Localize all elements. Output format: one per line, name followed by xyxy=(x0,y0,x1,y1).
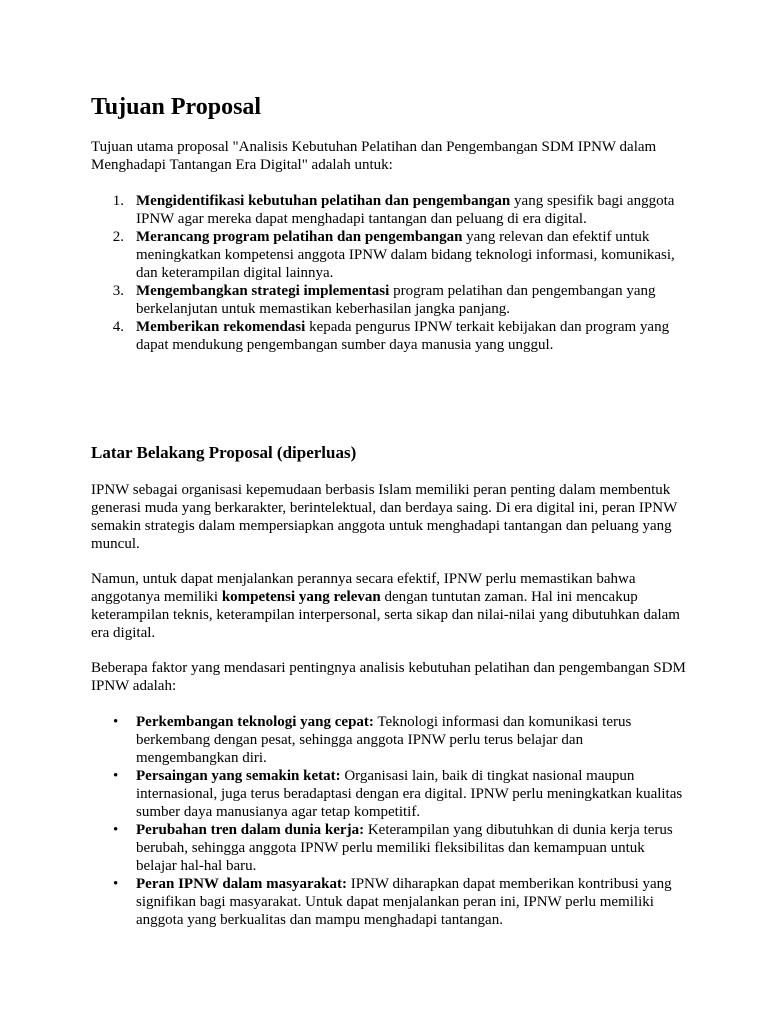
bullet-icon: • xyxy=(113,768,119,784)
paragraph-text: Namun, untuk dapat menjalankan perannya secara efektif, IPNW perlu memastikan bahwa anggotanya memiliki xyxy=(91,571,636,605)
goal-text: yang relevan dan efektif untuk meningkatkan kompetensi anggota IPNW dalam bidang teknologi informasi, komunikasi, dan keterampilan digital lainnya. xyxy=(136,229,675,281)
bullet-icon: • xyxy=(113,876,119,892)
intro-paragraph: Tujuan utama proposal "Analisis Kebutuhan Pelatihan dan Pengembangan SDM IPNW dalam Menghadapi Tantangan Era Digital" adalah untuk: xyxy=(91,139,657,173)
goal-item xyxy=(91,318,687,354)
goal-text: program pelatihan dan pengembangan yang berkelanjutan untuk memastikan keberhasilan jangka panjang. xyxy=(136,283,656,317)
background-paragraph-2 xyxy=(91,570,687,642)
factor-text: Organisasi lain, baik di tingkat nasional maupun internasional, juga terus beradaptasi dengan era digital. IPNW perlu meningkatkan kualitas sumber daya manusianya agar tetap kompetitif. xyxy=(136,768,683,820)
bullet-icon: • xyxy=(113,822,119,838)
goal-bold: Merancang program pelatihan dan pengembangan xyxy=(136,229,463,245)
factor-item xyxy=(91,767,687,821)
factor-bold: Persaingan yang semakin ketat: xyxy=(136,768,341,784)
bullet-icon: • xyxy=(113,714,119,730)
goal-number: 2. xyxy=(112,229,124,245)
factor-text: Keterampilan yang dibutuhkan di dunia kerja terus berubah, sehingga anggota IPNW perlu memiliki fleksibilitas dan kemampuan untuk belajar hal-hal baru. xyxy=(136,822,673,874)
page-title: Tujuan Proposal xyxy=(91,94,262,120)
background-paragraph-1: IPNW sebagai organisasi kepemudaan berbasis Islam memiliki peran penting dalam membentuk generasi muda yang berkarakter, berintelektual, dan berdaya saing. Di era digital ini, peran IPNW semakin strategis dalam mempersiapkan anggota untuk menghadapi tantangan dan peluang yang muncul. xyxy=(91,482,677,552)
goal-number: 4. xyxy=(112,319,124,335)
goal-item xyxy=(91,192,687,228)
goal-number: 3. xyxy=(112,283,124,299)
factor-text: Teknologi informasi dan komunikasi terus berkembang dengan pesat, sehingga anggota IPNW perlu terus belajar dan mengembangkan diri. xyxy=(136,714,632,766)
goal-number: 1. xyxy=(112,193,124,209)
factor-item xyxy=(91,821,687,875)
paragraph-bold: kompetensi yang relevan xyxy=(221,589,381,605)
goal-text: kepada pengurus IPNW terkait kebijakan dan program yang dapat mendukung pengembangan sumber daya manusia yang unggul. xyxy=(136,319,670,353)
factor-text: IPNW diharapkan dapat memberikan kontribusi yang signifikan bagi masyarakat. Untuk dapat menjalankan peran ini, IPNW perlu memiliki anggota yang berkualitas dan mampu menghadapi tantangan. xyxy=(136,876,672,928)
factor-bold: Perubahan tren dalam dunia kerja: xyxy=(136,822,365,838)
factor-bold: Peran IPNW dalam masyarakat: xyxy=(136,876,347,892)
goal-item xyxy=(91,282,687,318)
goal-text: yang spesifik bagi anggota IPNW agar mereka dapat menghadapi tantangan dan peluang di era digital. xyxy=(136,193,675,227)
goal-bold: Mengidentifikasi kebutuhan pelatihan dan pengembangan xyxy=(136,193,511,209)
goal-item xyxy=(91,228,687,282)
factor-item xyxy=(91,875,687,929)
goal-bold: Mengembangkan strategi implementasi xyxy=(136,283,390,299)
goals-list xyxy=(91,192,687,354)
factor-bold: Perkembangan teknologi yang cepat: xyxy=(136,714,374,730)
background-heading: Latar Belakang Proposal (diperluas) xyxy=(91,443,357,462)
factors-list xyxy=(91,713,687,929)
background-paragraph-3: Beberapa faktor yang mendasari pentingnya analisis kebutuhan pelatihan dan pengembangan SDM IPNW adalah: xyxy=(91,660,686,694)
goal-bold: Memberikan rekomendasi xyxy=(136,319,306,335)
paragraph-text: dengan tuntutan zaman. Hal ini mencakup keterampilan teknis, keterampilan interpersonal, serta sikap dan nilai-nilai yang dibutuhkan dalam era digital. xyxy=(91,589,680,641)
factor-item xyxy=(91,713,687,767)
